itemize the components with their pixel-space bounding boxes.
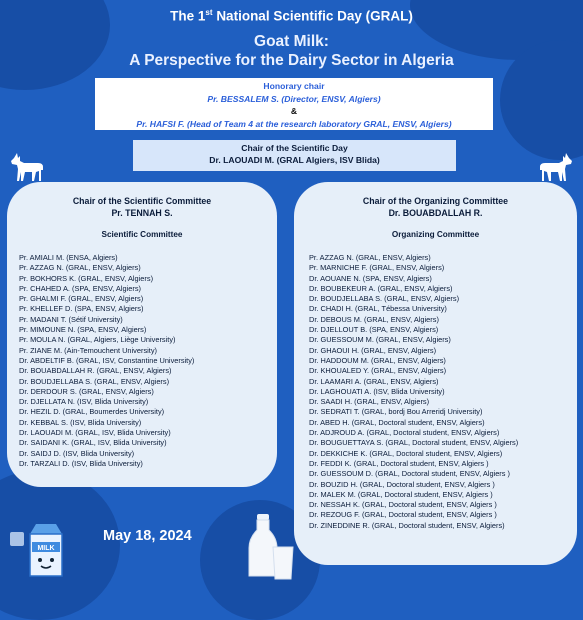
- milk-carton-icon: [8, 512, 76, 580]
- organizing-chair-block: [294, 195, 577, 219]
- member-item: Pr. CHAHED A. (SPA, ENSV, Algiers): [19, 283, 141, 293]
- member-item: Dr. REZOUG F. (GRAL, Doctoral student, ENSV, Algiers ): [309, 510, 497, 520]
- member-item: Dr. AOUANE N. (SPA, ENSV, Algiers): [309, 273, 432, 283]
- organizing-chair-name: Dr. BOUABDALLAH R.: [388, 208, 483, 218]
- honorary-heading: Honorary chair: [263, 81, 325, 91]
- member-item: Dr. DERDOUR S. (GRAL, ENSV, Algiers): [19, 386, 154, 396]
- member-item: Dr. HADDOUM M. (GRAL, ENSV, Algiers): [309, 355, 446, 365]
- honorary-chair-1: Pr. BESSALEM S. (Director, ENSV, Algiers): [207, 93, 381, 104]
- organizing-member-list: [309, 253, 577, 531]
- member-item: Dr. SEDRATI T. (GRAL, bordj Bou Arreridj University): [309, 407, 483, 417]
- member-item: Dr. LAGHOUATI A. (ISV, Blida University): [309, 386, 445, 396]
- member-item: Dr. FEDDI K. (GRAL, Doctoral student, ENSV, Algiers ): [309, 458, 489, 468]
- honorary-chair-box: [95, 78, 493, 130]
- subtitle: A Perspective for the Dairy Sector in Algeria: [129, 52, 454, 69]
- member-item: Pr. AZZAG N. (GRAL, ENSV, Algiers): [309, 253, 431, 262]
- member-item: Dr. BOUBEKEUR A. (GRAL, ENSV, Algiers): [309, 283, 453, 293]
- goat-silhouette-icon: [535, 152, 575, 184]
- scientific-chair-name: Pr. TENNAH S.: [111, 208, 173, 218]
- scientific-chair-heading: Chair of the Scientific Committee: [72, 196, 212, 206]
- day-chair-name: Dr. LAOUADI M. (GRAL Algiers, ISV Blida): [209, 154, 380, 165]
- event-date: May 18, 2024: [103, 528, 192, 544]
- event-name: National Scientific Day (GRAL): [216, 8, 413, 24]
- member-item: Dr. LAOUADI M. (GRAL, ISV, Blida University): [19, 428, 171, 438]
- organizing-chair-heading: Chair of the Organizing Committee: [362, 196, 509, 206]
- member-item: Pr. MARNICHE F. (GRAL, ENSV, Algiers): [309, 263, 445, 273]
- member-item: Dr. GUESSOUM D. (GRAL, Doctoral student, ENSV, Algiers ): [309, 469, 510, 479]
- member-item: Dr. CHADI H. (GRAL, Tébessa University): [309, 304, 447, 314]
- ampersand: &: [290, 106, 298, 116]
- member-item: Dr. DJELLATA N. (ISV, Blida University): [19, 397, 149, 407]
- member-item: Dr. TARZALI D. (ISV, Blida University): [19, 458, 143, 468]
- scientific-chair-block: [7, 195, 277, 219]
- main-title: [0, 32, 583, 70]
- scientific-committee-panel: [7, 182, 277, 487]
- honorary-chair-2: Pr. HAFSI F. (Head of Team 4 at the research laboratory GRAL, ENSV, Algiers): [136, 118, 452, 129]
- member-item: Pr. GHALMI F. (GRAL, ENSV, Algiers): [19, 294, 144, 304]
- title: Goat Milk:: [254, 33, 329, 50]
- member-item: Dr. SAADI H. (GRAL, ENSV, Algiers): [309, 397, 430, 407]
- member-item: Pr. KHELLEF D. (SPA, ENSV, Algiers): [19, 304, 144, 314]
- member-item: Dr. ABDELTIF B. (GRAL, ISV, Constantine University): [19, 355, 195, 365]
- member-item: Dr. DEKKICHE K. (GRAL, Doctoral student, ENSV, Algiers): [309, 448, 503, 458]
- member-item: Dr. KHOUALED Y. (GRAL, ENSV, Algiers): [309, 366, 447, 376]
- member-item: Dr. BOUZID H. (GRAL, Doctoral student, ENSV, Algiers ): [309, 479, 495, 489]
- member-item: Dr. LAAMARI A. (GRAL, ENSV, Algiers): [309, 376, 439, 386]
- member-item: Dr. KEBBAL S. (ISV, Blida University): [19, 417, 142, 427]
- member-item: Dr. BOUDJELLABA S. (GRAL, ENSV, Algiers): [19, 376, 170, 386]
- member-item: Pr. MOULA N. (GRAL, Algiers, Liège University): [19, 335, 176, 345]
- member-item: Dr. NESSAH K. (GRAL, Doctoral student, ENSV, Algiers ): [309, 500, 497, 510]
- member-item: Pr. ZIANE M. (Ain-Temouchent University): [19, 345, 157, 355]
- day-chair-box: [133, 140, 456, 171]
- goat-silhouette-icon: [8, 152, 48, 184]
- member-item: Dr. DJELLOUT B. (SPA, ENSV, Algiers): [309, 325, 439, 335]
- organizing-committee-panel: [294, 182, 577, 565]
- edition-prefix: The 1: [170, 8, 206, 24]
- member-item: Dr. GUESSOUM M. (GRAL, ENSV, Algiers): [309, 335, 451, 345]
- member-item: Dr. ZINEDDINE R. (GRAL, Doctoral student, ENSV, Algiers): [309, 520, 505, 530]
- organizing-committee-heading: Organizing Committee: [391, 230, 480, 239]
- member-item: Dr. GHAOUI H. (GRAL, ENSV, Algiers): [309, 345, 437, 355]
- member-item: Pr. AMIALI M. (ENSA, Algiers): [19, 253, 118, 262]
- member-item: Pr. MIMOUNE N. (SPA, ENSV, Algiers): [19, 325, 147, 335]
- day-chair-heading: Chair of the Scientific Day: [241, 143, 348, 153]
- milk-glass-icon: [270, 545, 296, 581]
- member-item: Dr. SAIDANI K. (GRAL, ISV, Blida University): [19, 438, 167, 448]
- edition-suffix: st: [205, 8, 213, 17]
- member-item: Dr. ABED H. (GRAL, Doctoral student, ENSV, Algiers): [309, 417, 485, 427]
- member-item: Pr. MADANI T. (Sétif University): [19, 314, 123, 324]
- member-item: Pr. AZZAG N. (GRAL, ENSV, Algiers): [19, 263, 141, 273]
- carton-label: MILK: [37, 545, 55, 552]
- member-item: Dr. SAIDJ D. (ISV, Blida University): [19, 448, 135, 458]
- member-item: Dr. BOUABDALLAH R. (GRAL, ENSV, Algiers): [19, 366, 172, 376]
- scientific-committee-heading: Scientific Committee: [101, 230, 183, 239]
- member-item: Dr. MALEK M. (GRAL, Doctoral student, ENSV, Algiers ): [309, 489, 493, 499]
- member-item: Dr. HEZIL D. (GRAL, Boumerdes University): [19, 407, 165, 417]
- member-item: Dr. BOUGUETTAYA S. (GRAL, Doctoral student, ENSV, Algiers): [309, 438, 519, 448]
- member-item: Dr. BOUDJELLABA S. (GRAL, ENSV, Algiers): [309, 294, 460, 304]
- scientific-member-list: [19, 253, 277, 469]
- member-item: Dr. DEBOUS M. (GRAL, ENSV, Algiers): [309, 314, 439, 324]
- event-title-line: [0, 8, 583, 24]
- member-item: Dr. ADJROUD A. (GRAL, Doctoral student, ENSV, Algiers): [309, 428, 500, 438]
- member-item: Pr. BOKHORS K. (GRAL, ENSV, Algiers): [19, 273, 154, 283]
